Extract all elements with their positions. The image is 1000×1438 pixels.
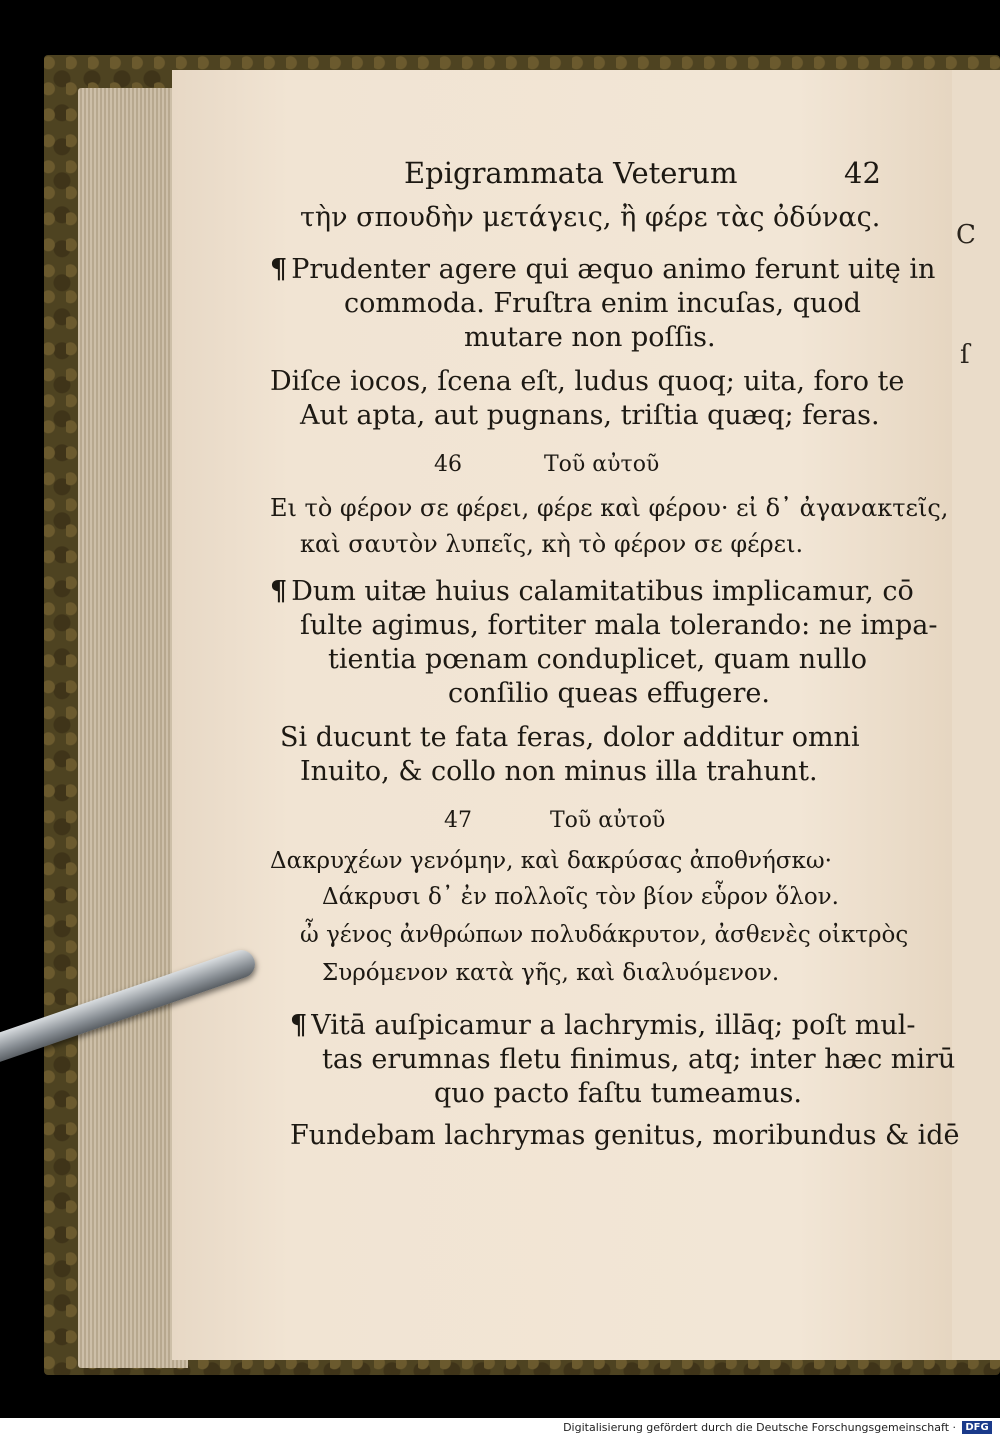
- commentary-line: ſulte agimus, fortiter mala tolerando: ne impa-: [300, 610, 938, 641]
- pilcrow-mark: ¶: [290, 1010, 308, 1041]
- verse-line: Fundebam lachrymas genitus, moribundus & idē: [290, 1120, 960, 1151]
- epigram-title: Τοῦ αὐτοῦ: [550, 808, 666, 833]
- verse-line: Diſce iocos, ſcena eſt, ludus quoq; uita, foro te: [270, 366, 905, 397]
- commentary-line: tas erumnas fletu finimus, atq; inter hæc mirū: [322, 1044, 956, 1075]
- greek-line: Δάκρυσι δ᾽ ἐν πολλοῖς τὸν βίον εὗρον ὅλον.: [322, 884, 839, 910]
- page-number: 42: [844, 156, 881, 190]
- commentary-line: ¶ Dum uitæ huius calamitatibus implicamur, cō: [270, 576, 914, 607]
- verse-line: Aut apta, aut pugnans, triſtia quæq; feras.: [300, 400, 880, 431]
- greek-line: Ει τὸ φέρον σε φέρει, φέρε καὶ φέρου· εἰ δ᾽ ἀγανακτεῖς,: [270, 494, 949, 522]
- greek-line: τὴν σπουδὴν μετάγεις, ἢ φέρε τὰς ὀδύνας.: [300, 202, 881, 233]
- facing-page-glyph: C: [956, 220, 976, 250]
- running-title: Epigrammata Veterum: [404, 156, 738, 190]
- greek-line: Συρόμενον κατὰ γῆς, καὶ διαλυόμενον.: [322, 960, 780, 986]
- epigram-title: Τοῦ αὐτοῦ: [544, 452, 660, 477]
- commentary-line: conſilio queas effugere.: [448, 678, 770, 709]
- facing-page-glyph: ſ: [960, 340, 970, 370]
- dfg-logo: DFG: [962, 1421, 992, 1434]
- greek-line: Δακρυχέων γενόμην, καὶ δακρύσας ἀποθνήσκω·: [270, 848, 832, 874]
- footer-credit: Digitalisierung gefördert durch die Deutsche Forschungsgemeinschaft ·: [563, 1421, 956, 1434]
- commentary-line: tientia pœnam conduplicet, quam nullo: [328, 644, 868, 675]
- pilcrow-mark: ¶: [270, 576, 288, 607]
- book-page: [172, 70, 960, 1360]
- commentary-line: quo pacto faſtu tumeamus.: [434, 1078, 802, 1109]
- pilcrow-mark: ¶: [270, 254, 288, 285]
- epigram-number: 47: [444, 808, 472, 833]
- commentary-line: mutare non poſſis.: [464, 322, 716, 353]
- commentary-line: ¶ Prudenter agere qui æquo animo ferunt uitę in: [270, 254, 936, 285]
- greek-line: ὦ γένος ἀνθρώπων πολυδάκρυτον, ἀσθενὲς οἰκτρὸς: [300, 922, 909, 948]
- verse-line: Si ducunt te fata feras, dolor additur omni: [280, 722, 860, 753]
- epigram-number: 46: [434, 452, 462, 477]
- facing-page: [944, 70, 1000, 1360]
- greek-line: καὶ σαυτὸν λυπεῖς, κὴ τὸ φέρον σε φέρει.: [300, 530, 804, 558]
- commentary-line: commoda. Fruſtra enim incuſas, quod: [344, 288, 861, 319]
- verse-line: Inuito, & collo non minus illa trahunt.: [300, 756, 818, 787]
- commentary-line: ¶ Vitā auſpicamur a lachrymis, illāq; poſt mul-: [290, 1010, 916, 1041]
